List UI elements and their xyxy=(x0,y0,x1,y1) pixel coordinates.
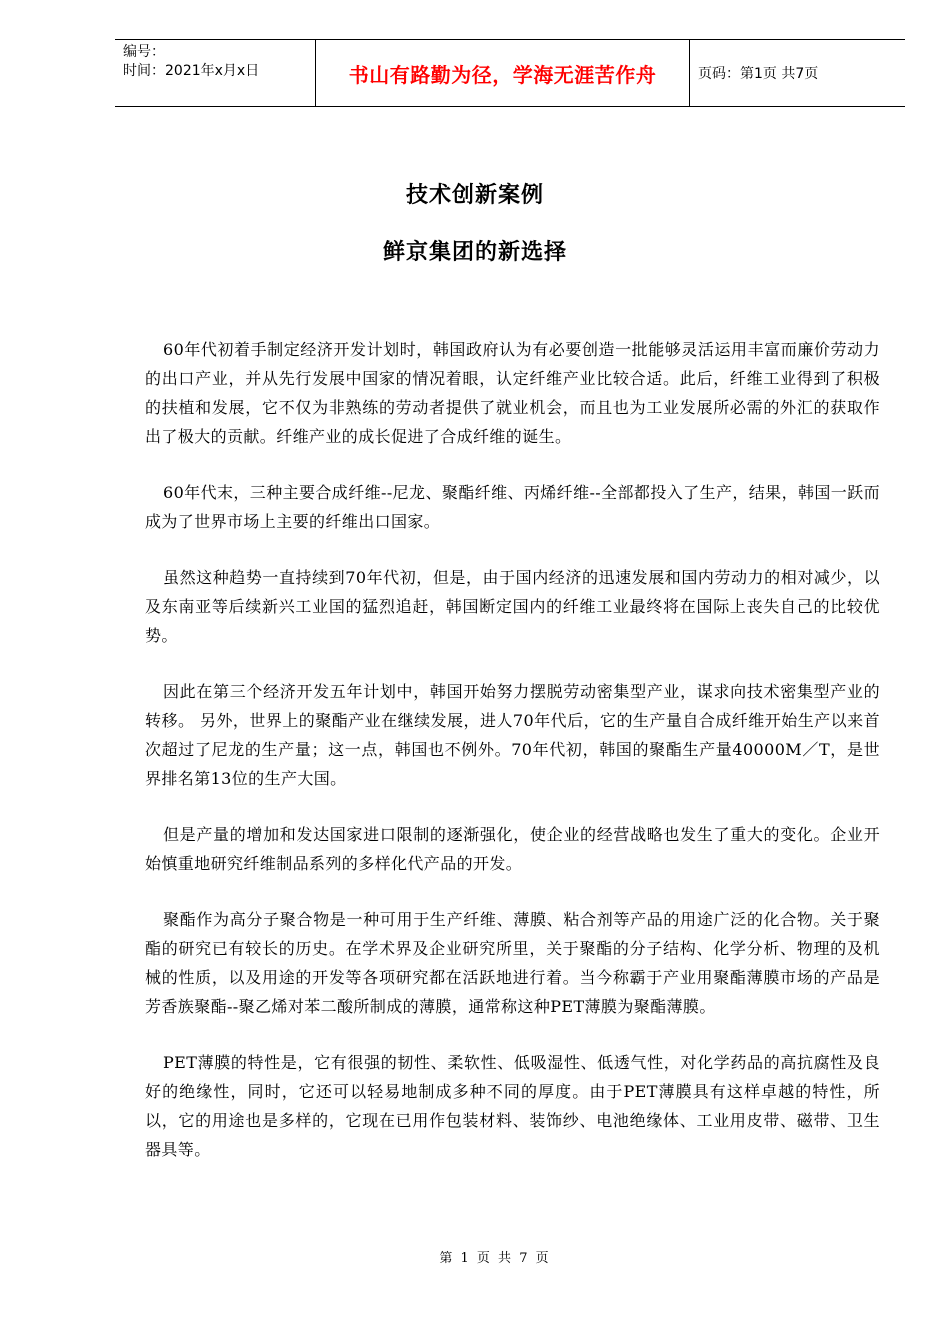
header-motto: 书山有路勤为径，学海无涯苦作舟 xyxy=(316,40,690,106)
header-page-label: 页码：第1页 共7页 xyxy=(698,66,819,82)
time-label: 时间：2021年x月x日 xyxy=(123,63,260,79)
paragraph: 虽然这种趋势一直持续到70年代初，但是，由于国内经济的迅速发展和国内劳动力的相对减少，以及东南亚等后续新兴工业国的猛烈追赶，韩国断定国内的纤维工业最终将在国际上丧失自己的比较优势。 xyxy=(145,568,880,645)
number-label: 编号： xyxy=(123,44,165,60)
paragraph: 60年代初着手制定经济开发计划时，韩国政府认为有必要创造一批能够灵活运用丰富而廉价劳动力的出口产业，并从先行发展中国家的情况着眼，认定纤维产业比较合适。此后，纤维工业得到了积极的扶植和发展，它不仅为非熟练的劳动者提供了就业机会，而且也为工业发展所必需的外汇的获取作出了极大的贡献。纤维产业的成长促进了合成纤维的诞生。 xyxy=(145,340,880,446)
page-footer: 第 1 页 共 7 页 xyxy=(439,1251,551,1266)
header-table xyxy=(115,39,905,107)
paragraph: 聚酯作为高分子聚合物是一种可用于生产纤维、薄膜、粘合剂等产品的用途广泛的化合物。关于聚酯的研究已有较长的历史。在学术界及企业研究所里，关于聚酯的分子结构、化学分析、物理的及机械的性质，以及用途的开发等各项研究都在活跃地进行着。当今称霸于产业用聚酯薄膜市场的产品是芳香族聚酯--聚乙烯对苯二酸所制成的薄膜，通常称这种PET薄膜为聚酯薄膜。 xyxy=(145,910,880,1016)
document-body xyxy=(145,335,880,1191)
document-subtitle: 鲜京集团的新选择 xyxy=(382,240,567,265)
paragraph: 因此在第三个经济开发五年计划中，韩国开始努力摆脱劳动密集型产业，谋求向技术密集型产业的转移。 另外，世界上的聚酯产业在继续发展，进人70年代后，它的生产量自合成纤维开始生产以来首次超过了尼龙的生产量；这一点，韩国也不例外。70年代初，韩国的聚酯生产量40000M／T，是世界排名第13位的生产大国。 xyxy=(145,682,880,788)
paragraph: 但是产量的增加和发达国家进口限制的逐渐强化，使企业的经营战略也发生了重大的变化。企业开始慎重地研究纤维制品系列的多样化代产品的开发。 xyxy=(145,825,880,873)
document-title: 技术创新案例 xyxy=(405,183,544,208)
paragraph: PET薄膜的特性是，它有很强的韧性、柔软性、低吸湿性、低透气性，对化学药品的高抗腐性及良好的绝缘性，同时，它还可以轻易地制成多种不同的厚度。由于PET薄膜具有这样卓越的特性，所以，它的用途也是多样的，它现在已用作包装材料、装饰纱、电池绝缘体、工业用皮带、磁带、卫生器具等。 xyxy=(145,1053,880,1159)
header-meta xyxy=(115,40,316,106)
paragraph: 60年代末，三种主要合成纤维--尼龙、聚酯纤维、丙烯纤维--全部都投入了生产，结果，韩国一跃而成为了世界市场上主要的纤维出口国家。 xyxy=(145,483,880,531)
